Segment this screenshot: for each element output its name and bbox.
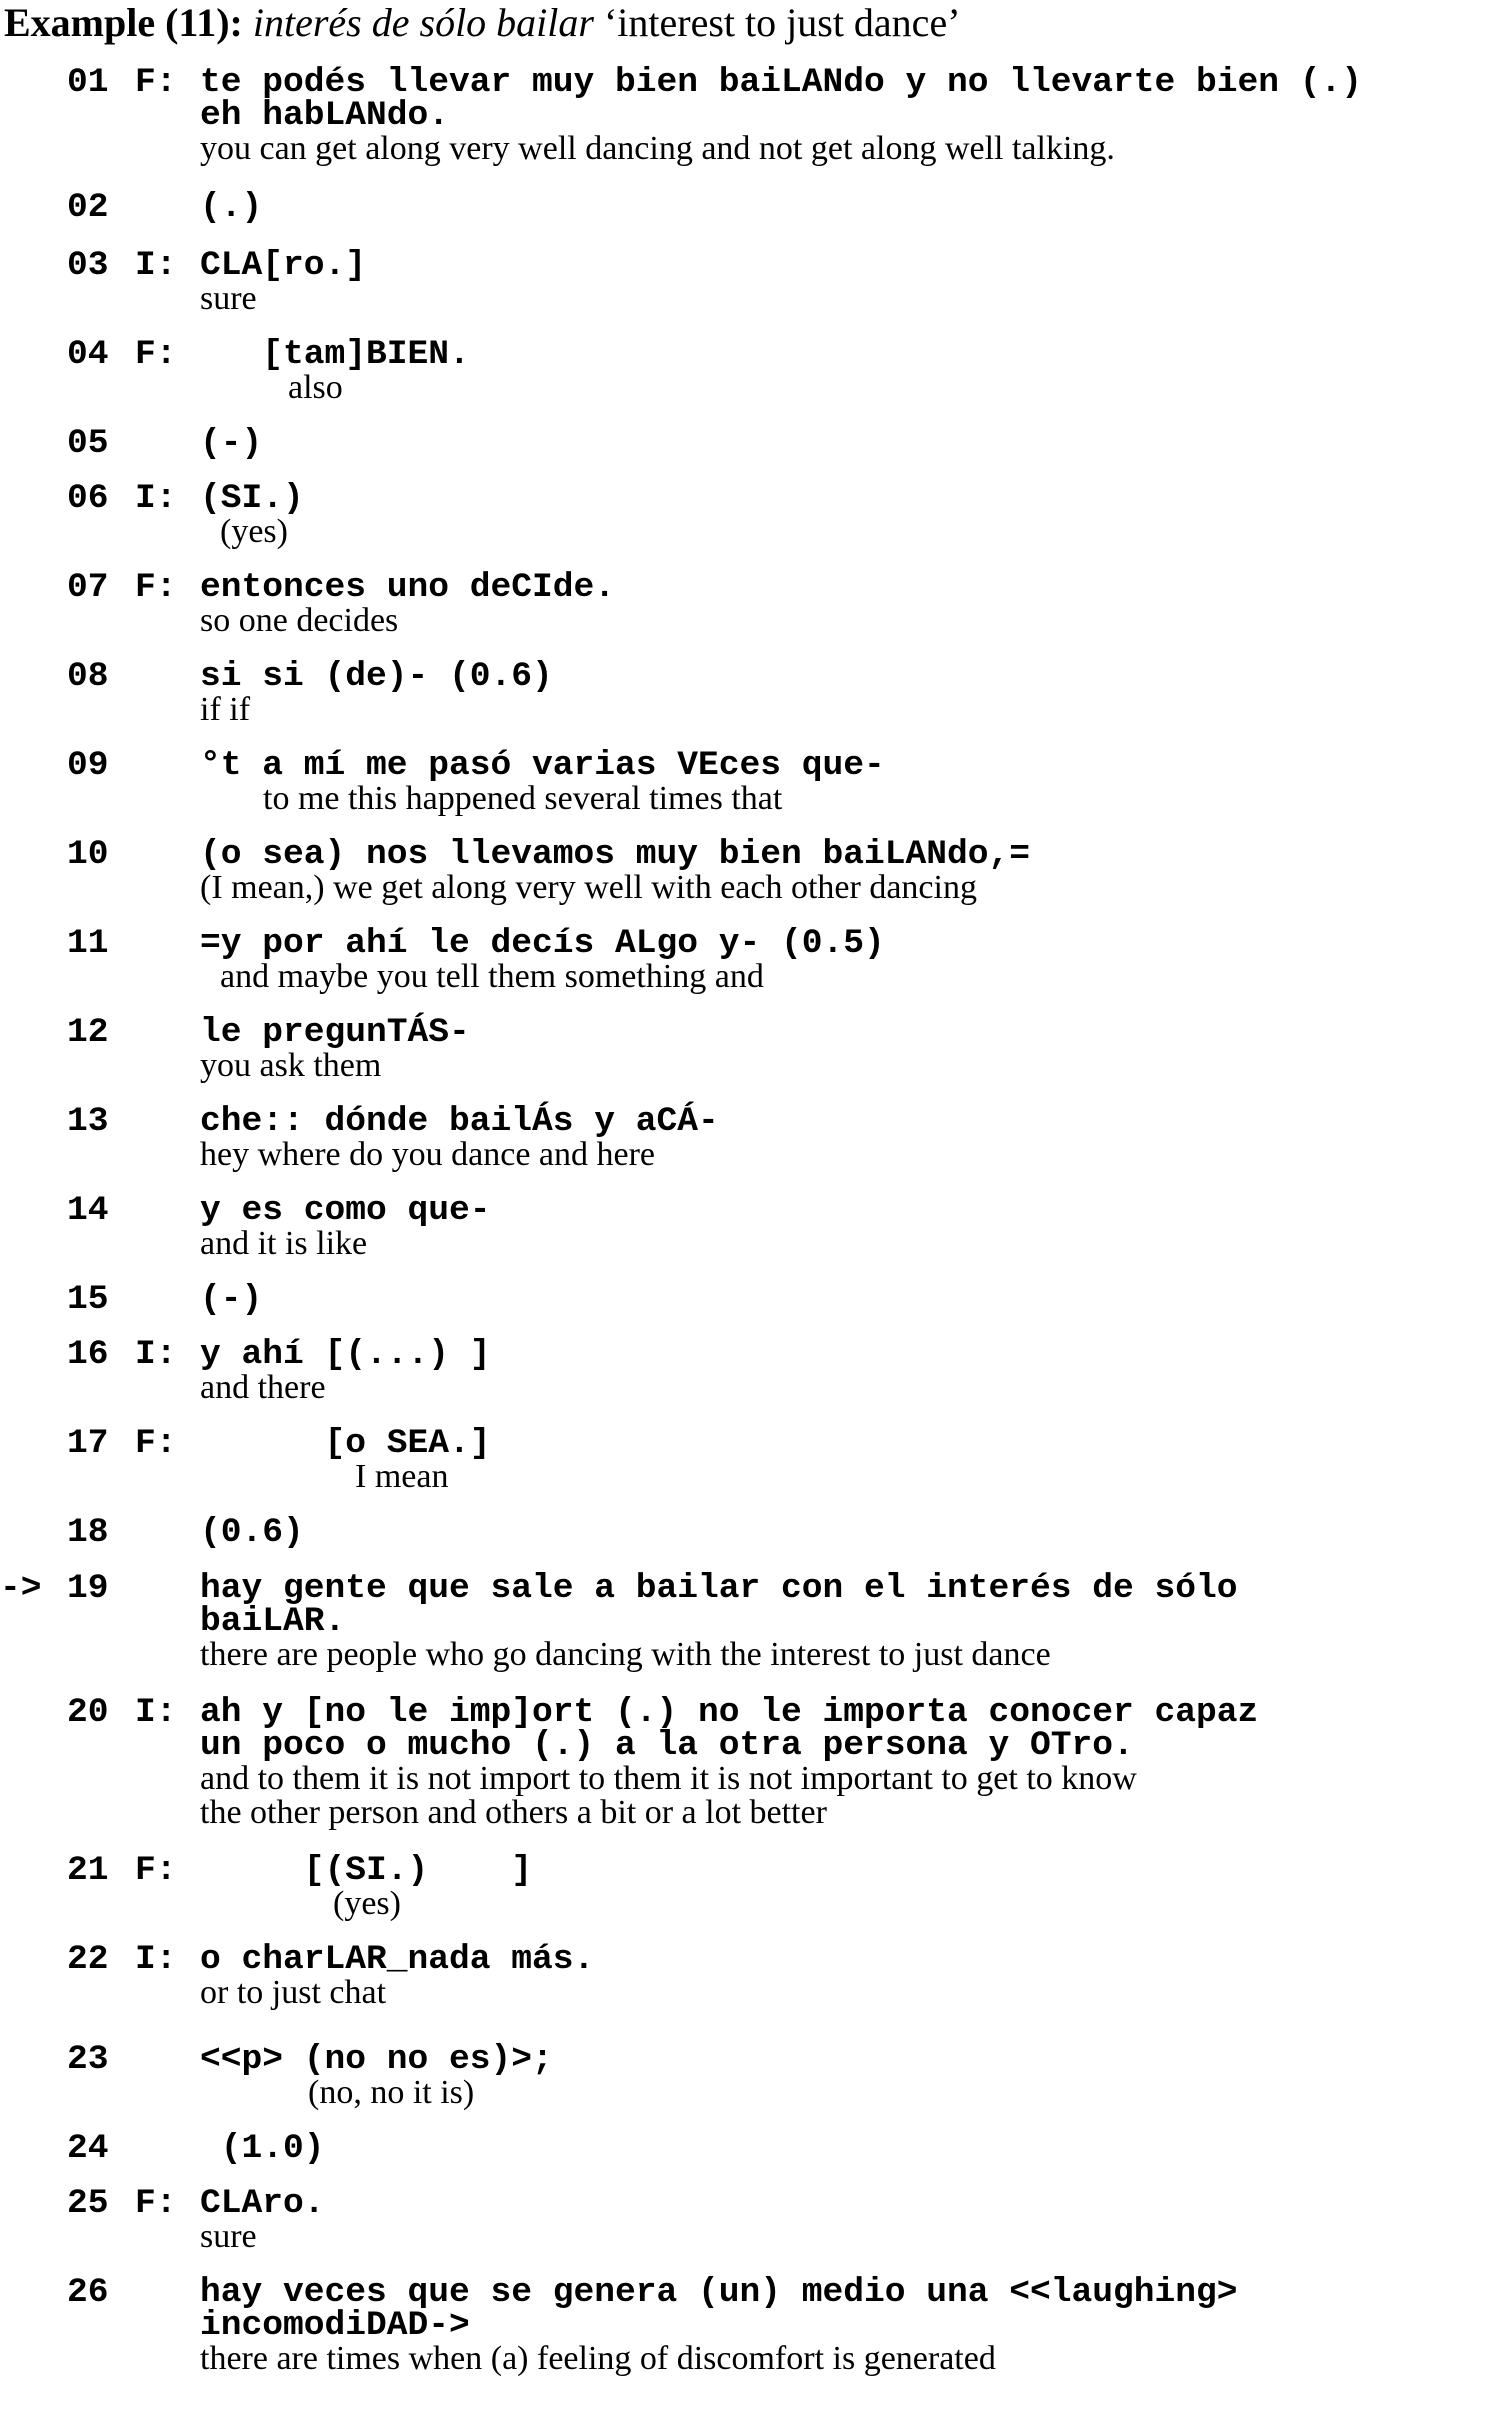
line-number: 24 bbox=[67, 2129, 109, 2168]
speaker-label: F: bbox=[135, 63, 177, 102]
english-translation: and it is like bbox=[200, 1225, 368, 1262]
example-gloss: ‘interest to just dance’ bbox=[593, 0, 961, 45]
spanish-utterance: (.) bbox=[200, 188, 263, 227]
example-number: Example (11): bbox=[4, 0, 253, 45]
spanish-utterance: (-) bbox=[200, 424, 263, 463]
line-number: 25 bbox=[67, 2184, 109, 2223]
line-number: 06 bbox=[67, 479, 109, 518]
line-number: 04 bbox=[67, 335, 109, 374]
speaker-label: F: bbox=[135, 568, 177, 607]
spanish-utterance: (0.6) bbox=[200, 1513, 304, 1552]
spanish-utterance: [tam]BIEN. bbox=[200, 335, 470, 374]
english-translation: (no, no it is) bbox=[308, 2074, 475, 2111]
spanish-utterance: ah y [no le imp]ort (.) no le importa conocer capaz bbox=[200, 1693, 1259, 1732]
english-translation: also bbox=[288, 369, 343, 406]
spanish-utterance: hay gente que sale a bailar con el interés de sólo bbox=[200, 1569, 1238, 1608]
spanish-utterance: =y por ahí le decís ALgo y- (0.5) bbox=[200, 924, 885, 963]
spanish-utterance: °t a mí me pasó varias VEces que- bbox=[200, 746, 885, 785]
english-translation: I mean bbox=[355, 1458, 449, 1495]
line-number: 15 bbox=[67, 1280, 109, 1319]
line-number: 09 bbox=[67, 746, 109, 785]
line-number: 02 bbox=[67, 188, 109, 227]
line-number: 26 bbox=[67, 2273, 109, 2312]
spanish-utterance: te podés llevar muy bien baiLANdo y no llevarte bien (.) bbox=[200, 63, 1363, 102]
spanish-utterance: baiLAR. bbox=[200, 1602, 346, 1641]
spanish-utterance: (o sea) nos llevamos muy bien baiLANdo,= bbox=[200, 835, 1031, 874]
english-translation: and there bbox=[200, 1369, 326, 1406]
spanish-utterance: hay veces que se genera (un) medio una <<laughing> bbox=[200, 2273, 1238, 2312]
spanish-utterance: eh habLANdo. bbox=[200, 96, 450, 135]
english-translation: and to them it is not import to them it is not important to get to know bbox=[200, 1760, 1137, 1797]
english-translation: there are people who go dancing with the interest to just dance bbox=[200, 1636, 1051, 1673]
english-translation: sure bbox=[200, 2218, 257, 2255]
line-number: 14 bbox=[67, 1191, 109, 1230]
example-title bbox=[4, 0, 961, 46]
line-number: 17 bbox=[67, 1424, 109, 1463]
line-number: 22 bbox=[67, 1940, 109, 1979]
english-translation: you can get along very well dancing and not get along well talking. bbox=[200, 130, 1115, 167]
spanish-utterance: y es como que- bbox=[200, 1191, 491, 1230]
speaker-label: F: bbox=[135, 1851, 177, 1890]
example-phrase: interés de sólo bailar bbox=[252, 0, 594, 45]
speaker-label: I: bbox=[135, 479, 177, 518]
speaker-label: I: bbox=[135, 1940, 177, 1979]
line-number: 16 bbox=[67, 1335, 109, 1374]
line-number: 19 bbox=[67, 1569, 109, 1608]
spanish-utterance: (SI.) bbox=[200, 479, 304, 518]
spanish-utterance: che:: dónde bailÁs y aCÁ- bbox=[200, 1102, 719, 1141]
speaker-label: I: bbox=[135, 1693, 177, 1732]
english-translation: you ask them bbox=[200, 1047, 382, 1084]
spanish-utterance: entonces uno deCIde. bbox=[200, 568, 616, 607]
spanish-utterance: [o SEA.] bbox=[200, 1424, 491, 1463]
speaker-label: F: bbox=[135, 1424, 177, 1463]
english-translation: to me this happened several times that bbox=[263, 780, 783, 817]
speaker-label: F: bbox=[135, 335, 177, 374]
spanish-utterance: si si (de)- (0.6) bbox=[200, 657, 553, 696]
spanish-utterance: [(SI.) ] bbox=[200, 1851, 533, 1890]
english-translation: (yes) bbox=[220, 513, 288, 550]
spanish-utterance: y ahí [(...) ] bbox=[200, 1335, 491, 1374]
english-translation: there are times when (a) feeling of discomfort is generated bbox=[200, 2340, 996, 2377]
english-translation: so one decides bbox=[200, 602, 399, 639]
line-number: 12 bbox=[67, 1013, 109, 1052]
line-number: 23 bbox=[67, 2040, 109, 2079]
line-number: 08 bbox=[67, 657, 109, 696]
speaker-label: F: bbox=[135, 2184, 177, 2223]
line-number: 11 bbox=[67, 924, 109, 963]
line-number: 03 bbox=[67, 246, 109, 285]
english-translation: or to just chat bbox=[200, 1974, 387, 2011]
english-translation: (yes) bbox=[333, 1885, 401, 1922]
english-translation: sure bbox=[200, 280, 257, 317]
line-number: 20 bbox=[67, 1693, 109, 1732]
line-number: 01 bbox=[67, 63, 109, 102]
spanish-utterance: le pregunTÁS- bbox=[200, 1013, 470, 1052]
spanish-utterance: (1.0) bbox=[200, 2129, 325, 2168]
line-number: 10 bbox=[67, 835, 109, 874]
focus-arrow: -> bbox=[0, 1569, 42, 1608]
spanish-utterance: <<p> (no no es)>; bbox=[200, 2040, 553, 2079]
spanish-utterance: incomodiDAD-> bbox=[200, 2306, 470, 2345]
line-number: 18 bbox=[67, 1513, 109, 1552]
spanish-utterance: CLAro. bbox=[200, 2184, 325, 2223]
english-translation: the other person and others a bit or a lot better bbox=[200, 1794, 827, 1831]
english-translation: if if bbox=[200, 691, 251, 728]
english-translation: and maybe you tell them something and bbox=[220, 958, 764, 995]
spanish-utterance: un poco o mucho (.) a la otra persona y OTro. bbox=[200, 1726, 1134, 1765]
line-number: 07 bbox=[67, 568, 109, 607]
spanish-utterance: (-) bbox=[200, 1280, 263, 1319]
english-translation: hey where do you dance and here bbox=[200, 1136, 656, 1173]
speaker-label: I: bbox=[135, 1335, 177, 1374]
spanish-utterance: CLA[ro.] bbox=[200, 246, 367, 285]
line-number: 13 bbox=[67, 1102, 109, 1141]
line-number: 21 bbox=[67, 1851, 109, 1890]
english-translation: (I mean,) we get along very well with each other dancing bbox=[200, 869, 977, 906]
spanish-utterance: o charLAR_nada más. bbox=[200, 1940, 595, 1979]
speaker-label: I: bbox=[135, 246, 177, 285]
line-number: 05 bbox=[67, 424, 109, 463]
